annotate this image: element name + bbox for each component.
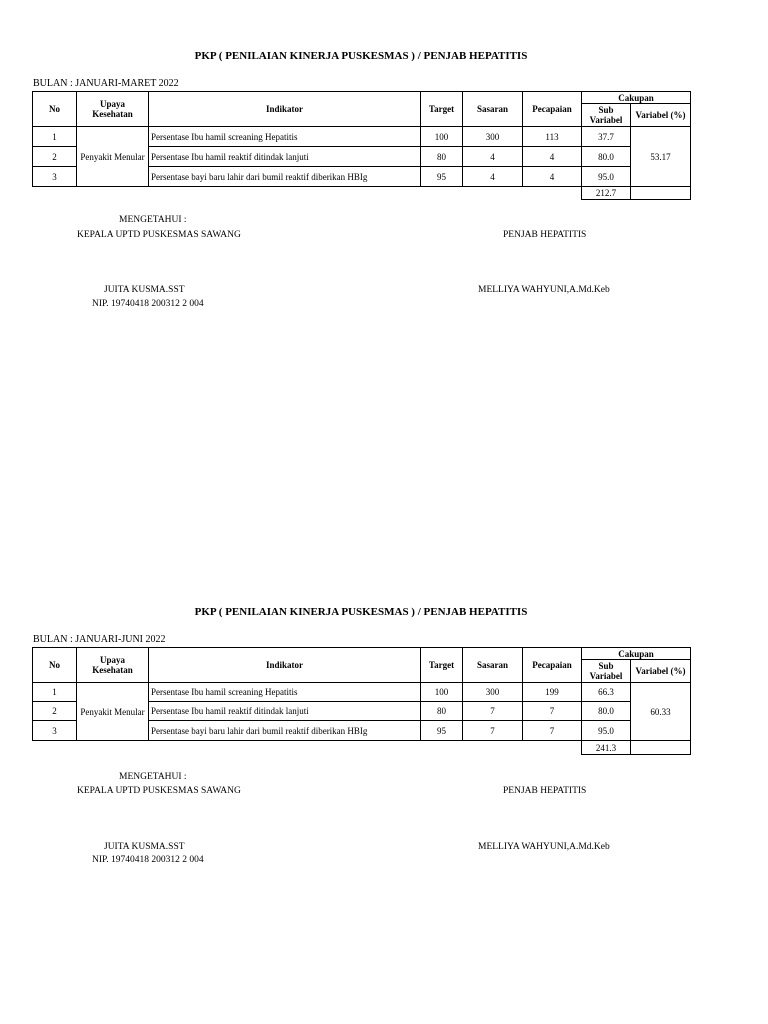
header-sub-variabel: Sub Variabel [582, 104, 631, 127]
mengetahui-label: MENGETAHUI : [119, 772, 187, 782]
variabel-cell: 53.17 [631, 127, 691, 187]
row-indikator: Persentase Ibu hamil reaktif ditindak lanjuti [149, 147, 421, 167]
row-pencapaian: 4 [523, 147, 582, 167]
row-sasaran: 7 [463, 721, 523, 741]
row-indikator: Persentase Ibu hamil screaning Hepatitis [149, 127, 421, 147]
header-sasaran: Sasaran [463, 648, 523, 683]
header-pencapaian: Pecapaian [523, 648, 582, 683]
upaya-cell: Penyakit Menular [77, 683, 149, 741]
report-period: BULAN : JANUARI-JUNI 2022 [33, 634, 166, 645]
penjab-name: MELLIYA WAHYUNI,A.Md.Keb [478, 285, 610, 295]
header-cakupan: Cakupan [582, 92, 691, 104]
row-indikator: Persentase bayi baru lahir dari bumil reaktif diberikan HBIg [149, 721, 421, 741]
row-sub-variabel: 80.0 [582, 702, 631, 721]
row-sasaran: 300 [463, 683, 523, 702]
row-sasaran: 7 [463, 702, 523, 721]
kepala-name: JUITA KUSMA.SST [104, 842, 185, 852]
row-sasaran: 4 [463, 167, 523, 187]
header-variabel: Variabel (%) [631, 660, 691, 683]
header-target: Target [421, 92, 463, 127]
row-target: 100 [421, 127, 463, 147]
sub-total-cell: 241.3 [582, 741, 631, 755]
row-target: 95 [421, 721, 463, 741]
header-sasaran: Sasaran [463, 92, 523, 127]
row-no: 2 [33, 702, 77, 721]
header-upaya: Upaya Kesehatan [77, 648, 149, 683]
sub-total-cell: 212.7 [582, 187, 631, 200]
row-indikator: Persentase bayi baru lahir dari bumil reaktif diberikan HBIg [149, 167, 421, 187]
row-pencapaian: 4 [523, 167, 582, 187]
row-sasaran: 300 [463, 127, 523, 147]
header-sub-variabel: Sub Variabel [582, 660, 631, 683]
penjab-name: MELLIYA WAHYUNI,A.Md.Keb [478, 842, 610, 852]
row-indikator: Persentase Ibu hamil reaktif ditindak lanjuti [149, 702, 421, 721]
report-period: BULAN : JANUARI-MARET 2022 [33, 78, 179, 89]
header-no: No [33, 92, 77, 127]
row-pencapaian: 7 [523, 721, 582, 741]
variabel-cell: 60.33 [631, 683, 691, 741]
row-indikator: Persentase Ibu hamil screaning Hepatitis [149, 683, 421, 702]
row-no: 1 [33, 683, 77, 702]
row-target: 80 [421, 147, 463, 167]
row-target: 100 [421, 683, 463, 702]
kepala-title: KEPALA UPTD PUSKESMAS SAWANG [77, 230, 241, 240]
row-sasaran: 4 [463, 147, 523, 167]
report-title: PKP ( PENILAIAN KINERJA PUSKESMAS ) / PENJAB HEPATITIS [194, 50, 528, 62]
row-no: 3 [33, 167, 77, 187]
header-cakupan: Cakupan [582, 648, 691, 660]
header-indikator: Indikator [149, 648, 421, 683]
penjab-title: PENJAB HEPATITIS [503, 230, 587, 240]
row-no: 1 [33, 127, 77, 147]
pkp-table [32, 647, 691, 755]
mengetahui-label: MENGETAHUI : [119, 215, 187, 225]
row-pencapaian: 7 [523, 702, 582, 721]
row-no: 3 [33, 721, 77, 741]
row-target: 95 [421, 167, 463, 187]
row-sub-variabel: 37.7 [582, 127, 631, 147]
row-sub-variabel: 95.0 [582, 167, 631, 187]
header-indikator: Indikator [149, 92, 421, 127]
row-sub-variabel: 66.3 [582, 683, 631, 702]
kepala-title: KEPALA UPTD PUSKESMAS SAWANG [77, 786, 241, 796]
pkp-table [32, 91, 691, 200]
row-target: 80 [421, 702, 463, 721]
row-no: 2 [33, 147, 77, 167]
row-pencapaian: 113 [523, 127, 582, 147]
row-sub-variabel: 95.0 [582, 721, 631, 741]
row-sub-variabel: 80.0 [582, 147, 631, 167]
header-upaya: Upaya Kesehatan [77, 92, 149, 127]
kepala-name: JUITA KUSMA.SST [104, 285, 185, 295]
header-no: No [33, 648, 77, 683]
table-row [33, 127, 691, 147]
table-row [33, 683, 691, 702]
kepala-nip: NIP. 19740418 200312 2 004 [92, 855, 204, 865]
upaya-cell: Penyakit Menular [77, 127, 149, 187]
empty-cell [631, 741, 691, 755]
empty-cell [631, 187, 691, 200]
kepala-nip: NIP. 19740418 200312 2 004 [92, 299, 204, 309]
row-pencapaian: 199 [523, 683, 582, 702]
header-pencapaian: Pecapaian [523, 92, 582, 127]
penjab-title: PENJAB HEPATITIS [503, 786, 587, 796]
header-variabel: Variabel (%) [631, 104, 691, 127]
header-target: Target [421, 648, 463, 683]
report-title: PKP ( PENILAIAN KINERJA PUSKESMAS ) / PENJAB HEPATITIS [194, 606, 528, 618]
